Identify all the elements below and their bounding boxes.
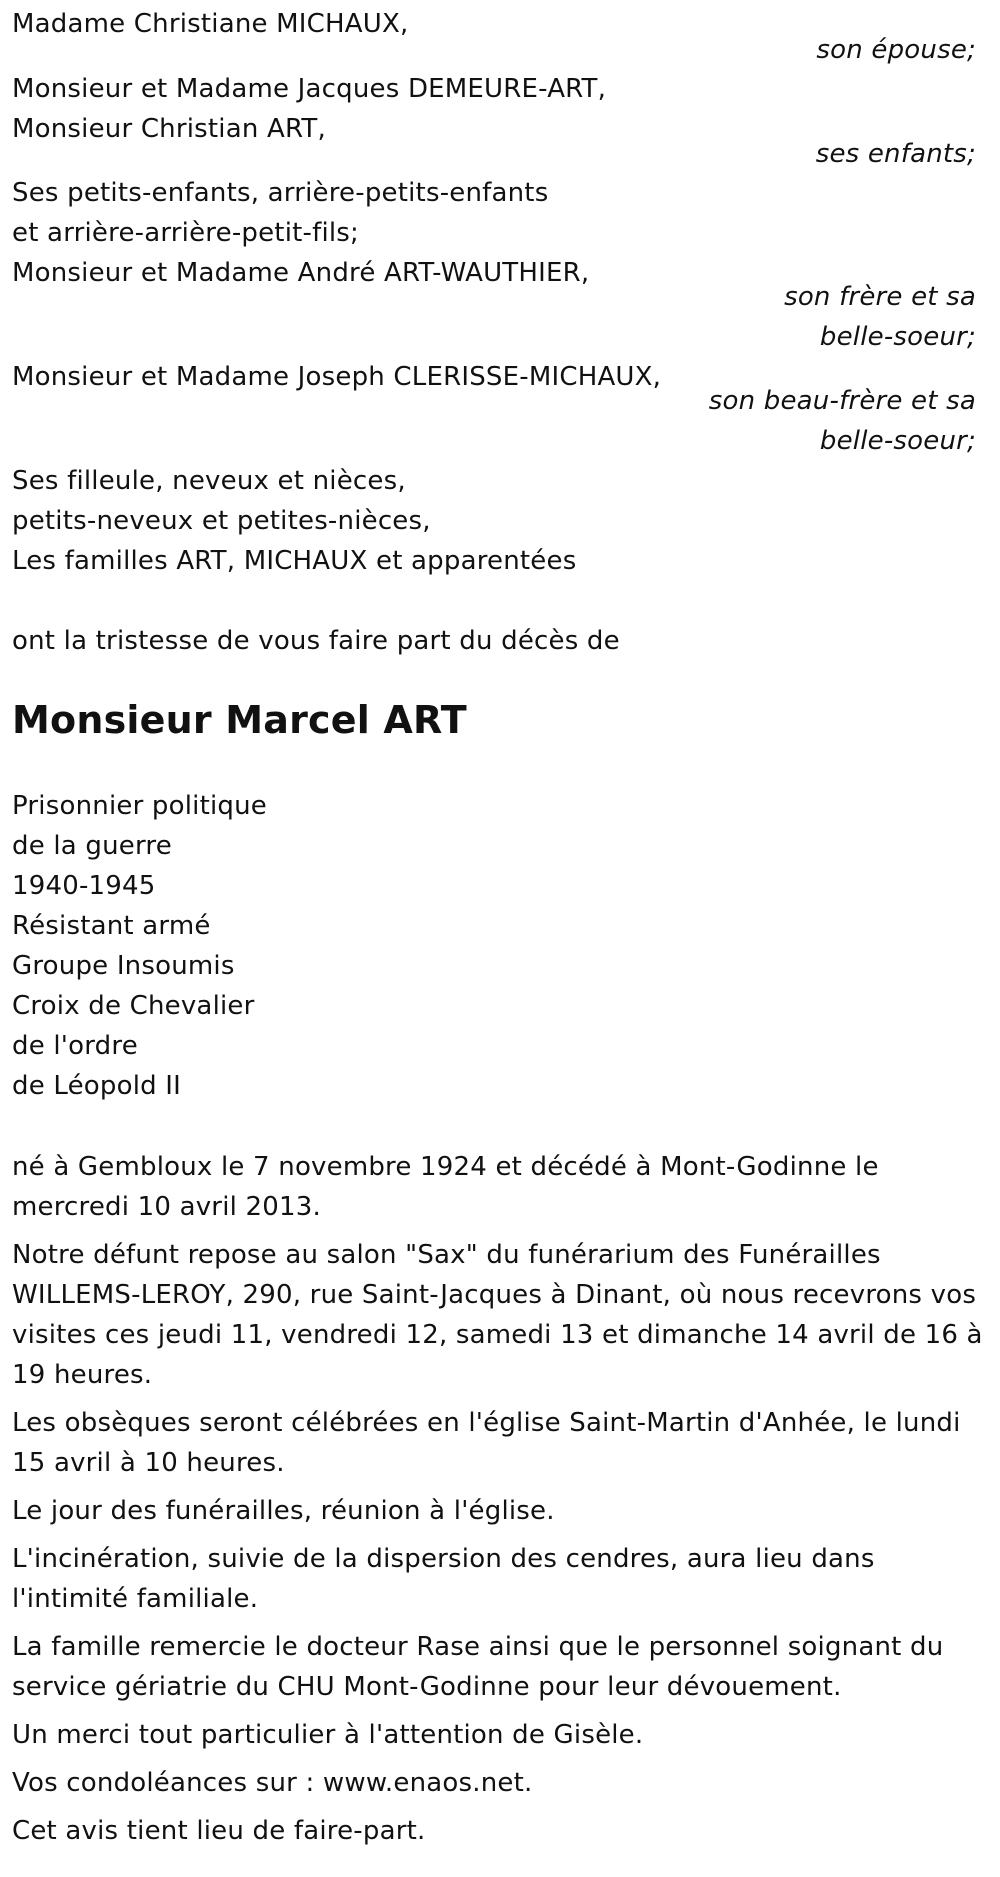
children-relation: ses enfants; [815,139,976,169]
honor-line: 1940-1945 [12,871,156,901]
thanks-paragraph: La famille remercie le docteur Rase ainsi que le personnel soignant du service gériatrie du CHU Mont-Godinne pour leur dévouement. [12,1632,944,1702]
spouse-relation: son épouse; [816,35,976,65]
honor-line: de la guerre [12,831,172,861]
meeting-paragraph: Le jour des funérailles, réunion à l'église. [12,1496,555,1526]
brother-relation-line-1: son frère et sa [784,282,976,312]
notice-paragraph: Cet avis tient lieu de faire-part. [12,1816,426,1846]
child-1-name: Monsieur et Madame Jacques DEMEURE-ART, [12,74,607,104]
honors-list [12,786,267,1106]
honor-line: de l'ordre [12,1031,138,1061]
inlaw-relation-line-1: son beau-frère et sa [708,386,976,416]
brother-name: Monsieur et Madame André ART-WAUTHIER, [12,258,590,288]
rest-location-paragraph: Notre défunt repose au salon "Sax" du funérarium des Funérailles WILLEMS-LEROY, 290, rue Saint-Jacques à Dinant, où nous recevrons vos visites ces jeudi 11, vendredi 12, samedi 13 et dimanche 14 avril de 16 à 19 heures. [12,1240,983,1390]
details-section [12,1147,987,1851]
grandchildren-line-1: Ses petits-enfants, arrière-petits-enfants [12,178,549,208]
deceased-name: Monsieur Marcel ART [12,698,467,742]
grandchildren-line-2: et arrière-arrière-petit-fils; [12,218,359,248]
honor-line: Prisonnier politique [12,791,267,821]
condolences-paragraph: Vos condoléances sur : www.enaos.net. [12,1768,533,1798]
funeral-paragraph: Les obsèques seront célébrées en l'église Saint-Martin d'Anhée, le lundi 15 avril à 10 heures. [12,1408,961,1478]
honor-line: Groupe Insoumis [12,951,235,981]
birth-death-paragraph: né à Gembloux le 7 novembre 1924 et décédé à Mont-Godinne le mercredi 10 avril 2013. [12,1152,879,1222]
relatives-line-1: Ses filleule, neveux et nièces, [12,466,406,496]
brother-relation-line-2: belle-soeur; [819,322,976,352]
announcement-text: ont la tristesse de vous faire part du décès de [12,626,620,656]
relatives-line-2: petits-neveux et petites-nièces, [12,506,431,536]
inlaw-relation-line-2: belle-soeur; [819,426,976,456]
honor-line: de Léopold II [12,1071,182,1101]
child-2-name: Monsieur Christian ART, [12,114,326,144]
honor-line: Croix de Chevalier [12,991,255,1021]
inlaw-name: Monsieur et Madame Joseph CLERISSE-MICHAUX, [12,362,662,392]
honor-line: Résistant armé [12,911,211,941]
cremation-paragraph: L'incinération, suivie de la dispersion des cendres, aura lieu dans l'intimité familiale. [12,1544,875,1614]
spouse-name: Madame Christiane MICHAUX, [12,9,409,39]
special-thanks-paragraph: Un merci tout particulier à l'attention de Gisèle. [12,1720,644,1750]
relatives-line-3: Les familles ART, MICHAUX et apparentées [12,546,577,576]
